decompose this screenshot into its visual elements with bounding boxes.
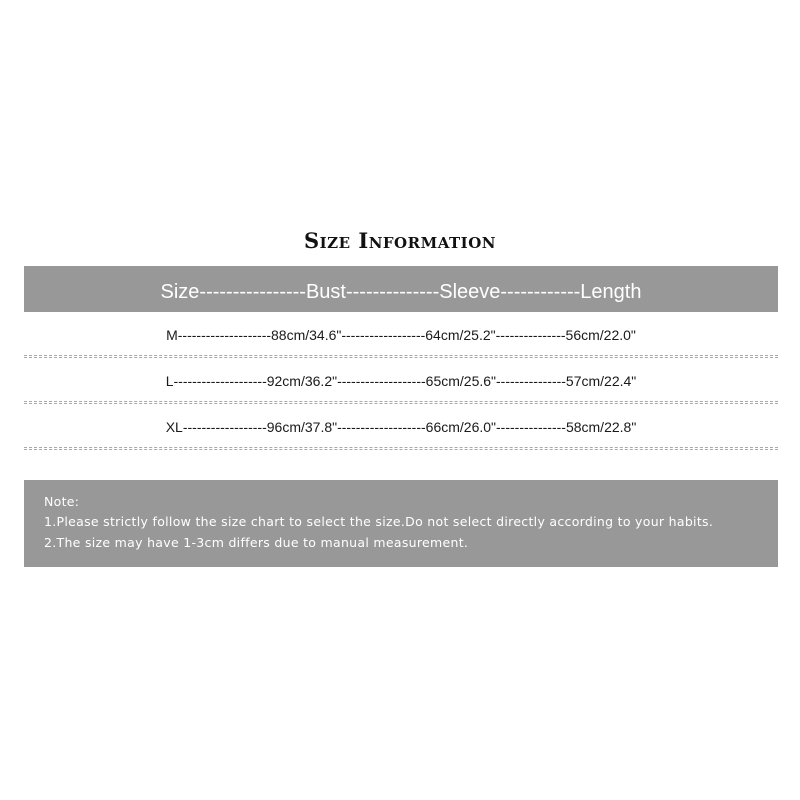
row-divider (24, 355, 778, 356)
size-row-xl (24, 404, 778, 450)
size-chart-title: Size Information (304, 228, 496, 253)
row-divider (24, 401, 778, 402)
size-row-m (24, 312, 778, 358)
note-heading: Note: (44, 494, 80, 509)
size-row-text: M--------------------88cm/34.6"------------------64cm/25.2"---------------56cm/22.0" (166, 327, 636, 343)
size-row-l (24, 358, 778, 404)
note-box (24, 480, 778, 567)
size-table-header (24, 266, 778, 312)
note-line-2: 2.The size may have 1-3cm differs due to manual measurement. (44, 535, 469, 550)
size-row-text: L--------------------92cm/36.2"-------------------65cm/25.6"---------------57cm/22.4" (165, 373, 637, 389)
size-table-header-text: Size----------------Bust--------------Sleeve------------Length (160, 281, 642, 303)
size-row-text: XL------------------96cm/37.8"-------------------66cm/26.0"---------------58cm/22.8" (165, 419, 637, 435)
row-divider (24, 447, 778, 448)
note-line-1: 1.Please strictly follow the size chart to select the size.Do not select directly according to your habits. (44, 514, 714, 529)
row-divider (24, 449, 778, 450)
